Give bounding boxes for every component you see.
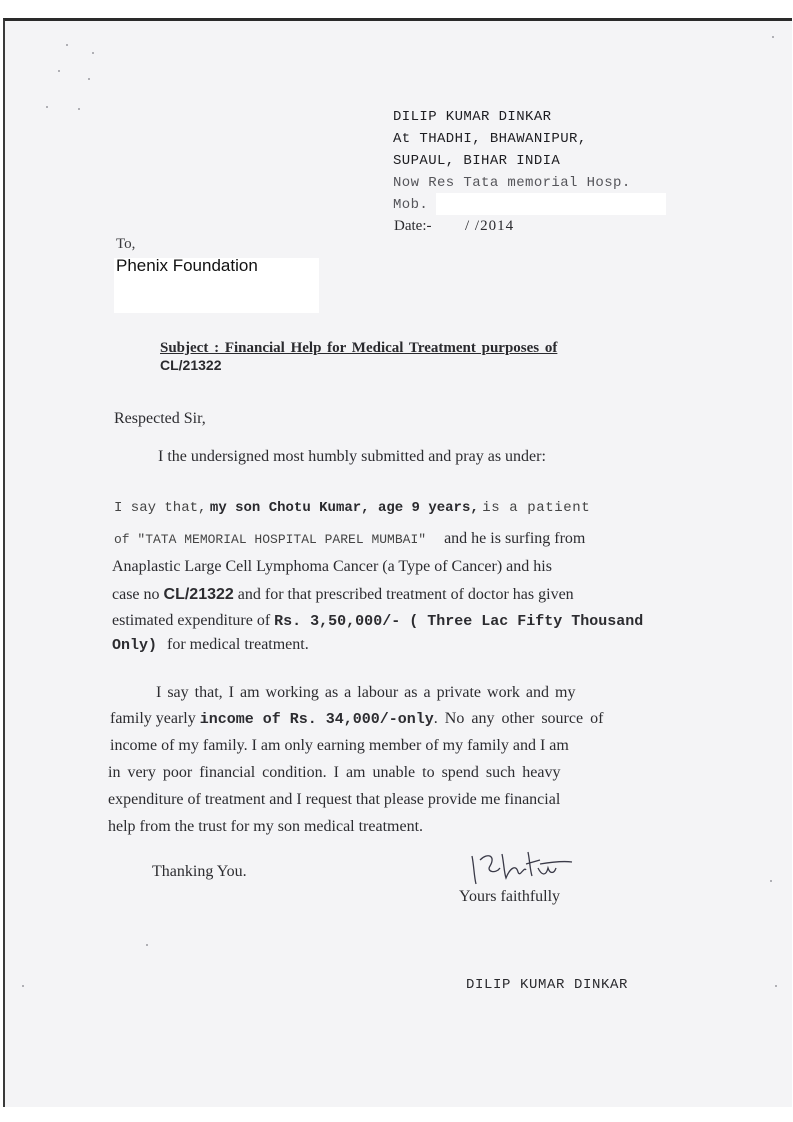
scan-speck	[58, 70, 60, 72]
to-label: To,	[116, 236, 136, 252]
scan-speck	[772, 36, 774, 38]
date-label: Date:-	[394, 218, 432, 234]
handwritten-signature	[466, 846, 576, 888]
yours-faithfully: Yours faithfully	[459, 888, 561, 905]
para1-line3: Anaplastic Large Cell Lymphoma Cancer (a Type of Cancer) and his	[112, 558, 552, 575]
sender-name: DILIP KUMAR DINKAR	[393, 109, 552, 125]
para2-line5: expenditure of treatment and I request that please provide me financial	[108, 791, 561, 808]
para1-line5: estimated expenditure of Rs. 3,50,000/- ( Three Lac Fifty Thousand	[112, 612, 644, 630]
para2-line3: income of my family. I am only earning member of my family and I am	[110, 737, 569, 754]
redacted-mobile	[436, 193, 666, 215]
scan-speck	[88, 78, 90, 80]
sender-address-line1: At THADHI, BHAWANIPUR,	[393, 131, 587, 147]
date-value: / /2014	[465, 218, 515, 234]
para2-line6: help from the trust for my son medical treatment.	[108, 818, 424, 835]
para2-line4: in very poor financial condition. I am unable to spend such heavy	[108, 764, 561, 781]
scan-speck	[46, 106, 48, 108]
scan-speck	[146, 944, 148, 946]
subject-line: Subject : Financial Help for Medical Treatment purposes of	[160, 340, 558, 356]
intro-line: I the undersigned most humbly submitted and pray as under:	[158, 448, 546, 465]
thanking-you: Thanking You.	[152, 863, 247, 880]
subject-case-number: CL/21322	[160, 357, 222, 373]
scan-speck	[66, 44, 68, 46]
scan-speck	[775, 985, 777, 987]
sender-mobile-label: Mob.	[393, 197, 429, 213]
sender-address-line3: Now Res Tata memorial Hosp.	[393, 175, 631, 191]
para2-line1: I say that, I am working as a labour as a private work and my	[156, 684, 576, 701]
salutation: Respected Sir,	[114, 410, 206, 427]
para1-line2: of "TATA MEMORIAL HOSPITAL PAREL MUMBAI" and he is surfing from	[114, 530, 586, 547]
para1-line4: case no CL/21322 and for that prescribed treatment of doctor has given	[112, 586, 574, 603]
para2-line2: family yearly income of Rs. 34,000/-only. No any other source of	[110, 710, 604, 728]
sender-address-line2: SUPAUL, BIHAR INDIA	[393, 153, 561, 169]
scan-speck	[22, 985, 24, 987]
recipient-name: Phenix Foundation	[116, 256, 258, 275]
para1-line1: I say that, my son Chotu Kumar, age 9 years, is a patient	[114, 500, 591, 516]
para1-line6: Only) for medical treatment.	[112, 636, 309, 654]
scan-speck	[78, 108, 80, 110]
scan-speck	[770, 880, 772, 882]
scan-speck	[92, 52, 94, 54]
signatory-name: DILIP KUMAR DINKAR	[466, 977, 629, 993]
